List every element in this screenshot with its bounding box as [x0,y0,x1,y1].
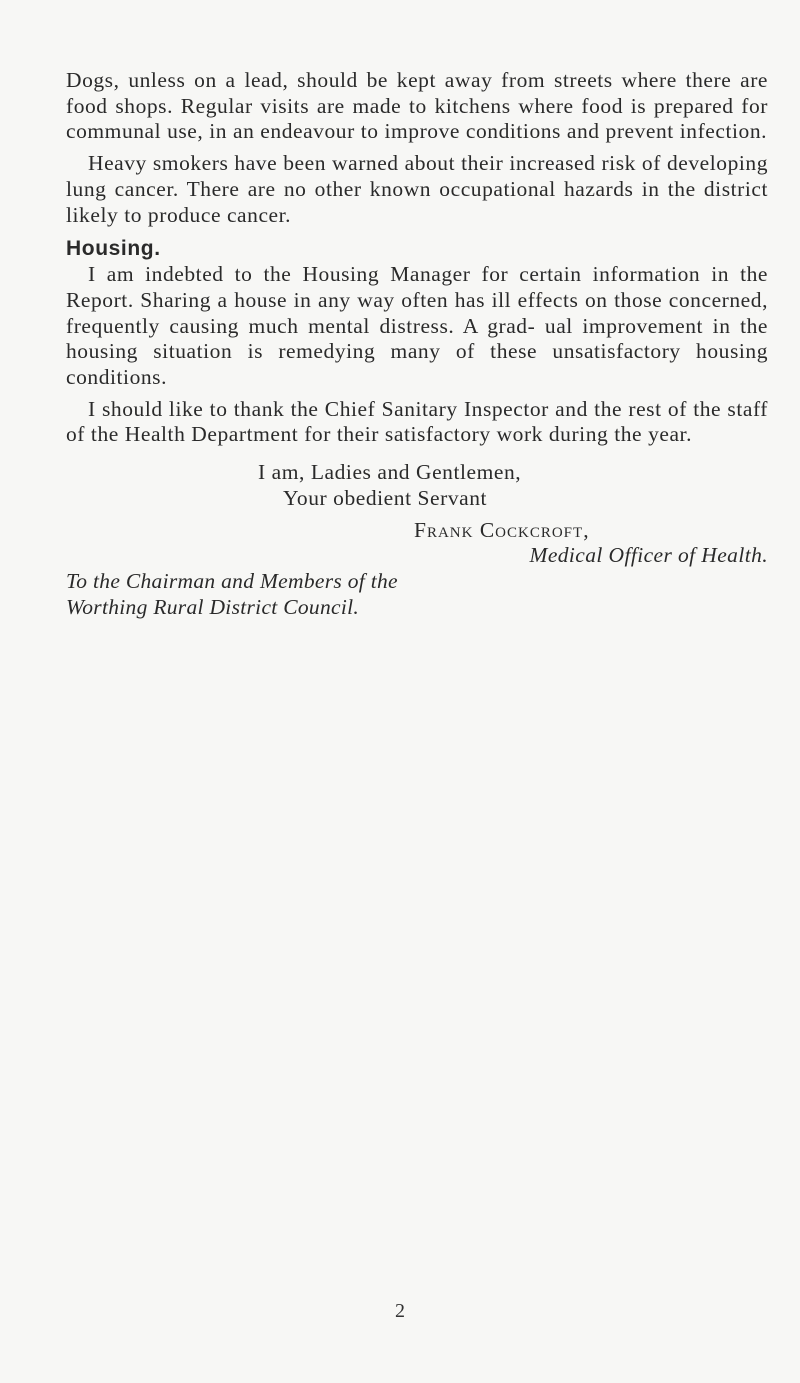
closing-line-2: Your obedient Servant [283,485,488,510]
signatory-title: Medical Officer of Health. [529,543,768,568]
page-number: 2 [395,1300,405,1322]
signature-block [66,518,768,569]
document-page [66,68,768,620]
paragraph-housing: I am indebted to the Housing Manager for certain information in the Report. Sharing a house in any way often has ill effects on those concerned, frequently causing much mental distress. A grad- ual improvement in the housing situation is remedying many of these unsatisfactory housing conditions. [66,262,768,390]
addressee-line-1: To the Chairman and Members of the [66,568,398,593]
closing-line-1: I am, Ladies and Gentlemen, [258,460,522,485]
addressee-block [66,569,768,620]
closing-block [66,460,768,511]
paragraph-thanks: I should like to thank the Chief Sanitary Inspector and the rest of the staff of the Health Department for their satisfactory work during the year. [66,396,768,447]
section-heading-housing: Housing. [66,237,161,261]
paragraph-smokers: Heavy smokers have been warned about their increased risk of developing lung cancer. There are no other known occupational hazards in the district likely to produce cancer. [66,151,768,227]
paragraph-dogs: Dogs, unless on a lead, should be kept away from streets where there are food shops. Regular visits are made to kitchens where food is prepared for communal use, in an endeavour to improve conditions and prevent infection. [66,68,768,144]
signatory-name: Frank Cockcroft, [414,517,590,542]
addressee-line-2: Worthing Rural District Council. [66,594,360,619]
